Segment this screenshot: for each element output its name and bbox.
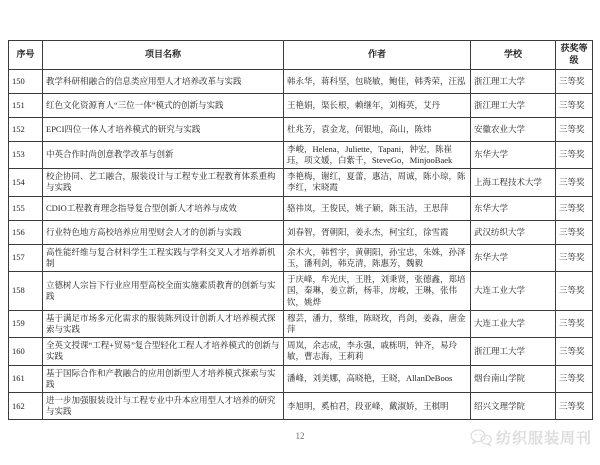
project-name: 红色文化资源育人“三位一体”模式的创新与实践	[43, 93, 284, 117]
table-row	[9, 220, 593, 244]
row-number: 157	[9, 244, 43, 271]
school-cell: 浙江理工大学	[471, 69, 556, 93]
row-number: 150	[9, 69, 43, 93]
table-row	[9, 93, 593, 117]
project-name: 中英合作时尚创意教学改革与创新	[43, 141, 284, 168]
header-award-level: 获奖等级	[556, 41, 593, 70]
award-level: 三等奖	[556, 169, 593, 196]
award-level: 三等奖	[556, 310, 593, 337]
table-row	[9, 169, 593, 196]
project-name: 基于国际合作和产教融合的应用创新型人才培养模式探索与实践	[43, 365, 284, 392]
project-name: 教学科研相融合的信息类应用型人才培养改革与实践	[43, 69, 284, 93]
row-number: 160	[9, 338, 43, 365]
authors-cell: 韩永华，蒋科坚，包晓敏，鲍佳，韩秀荣，汪泓	[284, 69, 471, 93]
school-cell: 大连工业大学	[471, 310, 556, 337]
row-number: 151	[9, 93, 43, 117]
authors-cell: 穆芸，潘力，蔡维，陈晓玫，肖剑，姜淼，唐金萍	[284, 310, 471, 337]
table-row	[9, 393, 593, 420]
authors-cell: 余木火，韩哲宇，黄朝阳，孙宝忠，朱姝，孙泽玉，潘利剑，韩克清，陈惠芳，魏毅	[284, 244, 471, 271]
school-cell: 安徽农业大学	[471, 117, 556, 141]
project-name: EPCI四位一体人才培养模式的研究与实践	[43, 117, 284, 141]
school-cell: 浙江理工大学	[471, 338, 556, 365]
row-number: 152	[9, 117, 43, 141]
project-name: 高性能纤维与复合材料学生工程实践与学科交叉人才培养新机制	[43, 244, 284, 271]
wechat-icon	[470, 429, 492, 446]
authors-cell: 潘峰，刘美娜，高晓艳，王晓，AllanDeBoos	[284, 365, 471, 392]
school-cell: 东华大学	[471, 196, 556, 220]
project-name: CDIO工程教育理念指导复合型创新人才培养与成效	[43, 196, 284, 220]
page-number: 12	[295, 431, 305, 441]
table-row	[9, 272, 593, 311]
authors-cell: 于庆峰，牟光庆，王胜，刘秉贤，张德鑫，郑培国，秦琳，姜立新，杨菲，房峻，王琳，张伟钦，姚烨	[284, 272, 471, 311]
row-number: 162	[9, 393, 43, 420]
school-cell: 浙江理工大学	[471, 93, 556, 117]
award-level: 三等奖	[556, 196, 593, 220]
award-level: 三等奖	[556, 117, 593, 141]
authors-cell: 周岚，余志成，李永强，戚栋明，钟齐，易玲敏，曹志海，王莉莉	[284, 338, 471, 365]
header-project-name: 项目名称	[43, 41, 284, 70]
project-name: 立德树人宗旨下行业应用型高校全面实施素质教育的创新与实践	[43, 272, 284, 311]
school-cell: 东华大学	[471, 244, 556, 271]
table-row	[9, 365, 593, 392]
table-row	[9, 141, 593, 168]
award-level: 三等奖	[556, 141, 593, 168]
authors-cell: 李旭明，奚柏君，段亚峰，戴淑娇，王棋明	[284, 393, 471, 420]
row-number: 158	[9, 272, 43, 311]
header-authors: 作者	[284, 41, 471, 70]
school-cell: 武汉纺织大学	[471, 220, 556, 244]
award-level: 三等奖	[556, 69, 593, 93]
row-number: 161	[9, 365, 43, 392]
award-level: 三等奖	[556, 93, 593, 117]
authors-cell: 王艳娟，渠长根，赖继年，刘梅英，艾丹	[284, 93, 471, 117]
project-name: 全英文授课“工程+贸易”复合型轻化工程人才培养模式的创新与实践	[43, 338, 284, 365]
school-cell: 大连工业大学	[471, 272, 556, 311]
row-number: 154	[9, 169, 43, 196]
row-number: 159	[9, 310, 43, 337]
watermark-text: 纺织服装周刊	[495, 430, 592, 447]
header-row-number: 序号	[9, 41, 43, 70]
authors-cell: 李峻，Helena，Juliette，Tapani，钟宏，陈崔珏，项文媛，白紫千，SteveGo，MinjooBaek	[284, 141, 471, 168]
authors-cell: 李艳梅，谢红，夏蕾，惠洁，周诚，陈小琼，陈李红，宋晓霞	[284, 169, 471, 196]
school-cell: 东华大学	[471, 141, 556, 168]
table-header-row	[9, 41, 593, 70]
authors-cell: 骆祎岚，王俊民，姚子颖，陈玉洁，王思萍	[284, 196, 471, 220]
table-row	[9, 117, 593, 141]
authors-cell: 刘春智，胥朝阳，姜永杰，柯宝红，徐雪霞	[284, 220, 471, 244]
school-cell: 绍兴文理学院	[471, 393, 556, 420]
project-name: 基于满足市场多元化需求的服装陈列设计创新人才培养模式探索与实践	[43, 310, 284, 337]
table-row	[9, 196, 593, 220]
project-name: 行业特色地方高校培养应用型财会人才的创新与实践	[43, 220, 284, 244]
table-row	[9, 69, 593, 93]
watermark	[470, 427, 592, 448]
school-cell: 烟台南山学院	[471, 365, 556, 392]
row-number: 155	[9, 196, 43, 220]
award-level: 三等奖	[556, 365, 593, 392]
award-level: 三等奖	[556, 338, 593, 365]
award-level: 三等奖	[556, 220, 593, 244]
header-school: 学校	[471, 41, 556, 70]
row-number: 156	[9, 220, 43, 244]
row-number: 153	[9, 141, 43, 168]
award-level: 三等奖	[556, 393, 593, 420]
project-name: 进一步加强服装设计与工程专业中升本应用型人才培养的研究与实践	[43, 393, 284, 420]
table-row	[9, 338, 593, 365]
awards-table	[8, 40, 593, 420]
award-level: 三等奖	[556, 272, 593, 311]
school-cell: 上海工程技术大学	[471, 169, 556, 196]
award-level: 三等奖	[556, 244, 593, 271]
authors-cell: 杜兆芳，袁金龙，何银地，高山，陈炜	[284, 117, 471, 141]
table-row	[9, 310, 593, 337]
project-name: 校企协同、艺工融合，服装设计与工程专业工程教育体系重构与实践	[43, 169, 284, 196]
table-row	[9, 244, 593, 271]
